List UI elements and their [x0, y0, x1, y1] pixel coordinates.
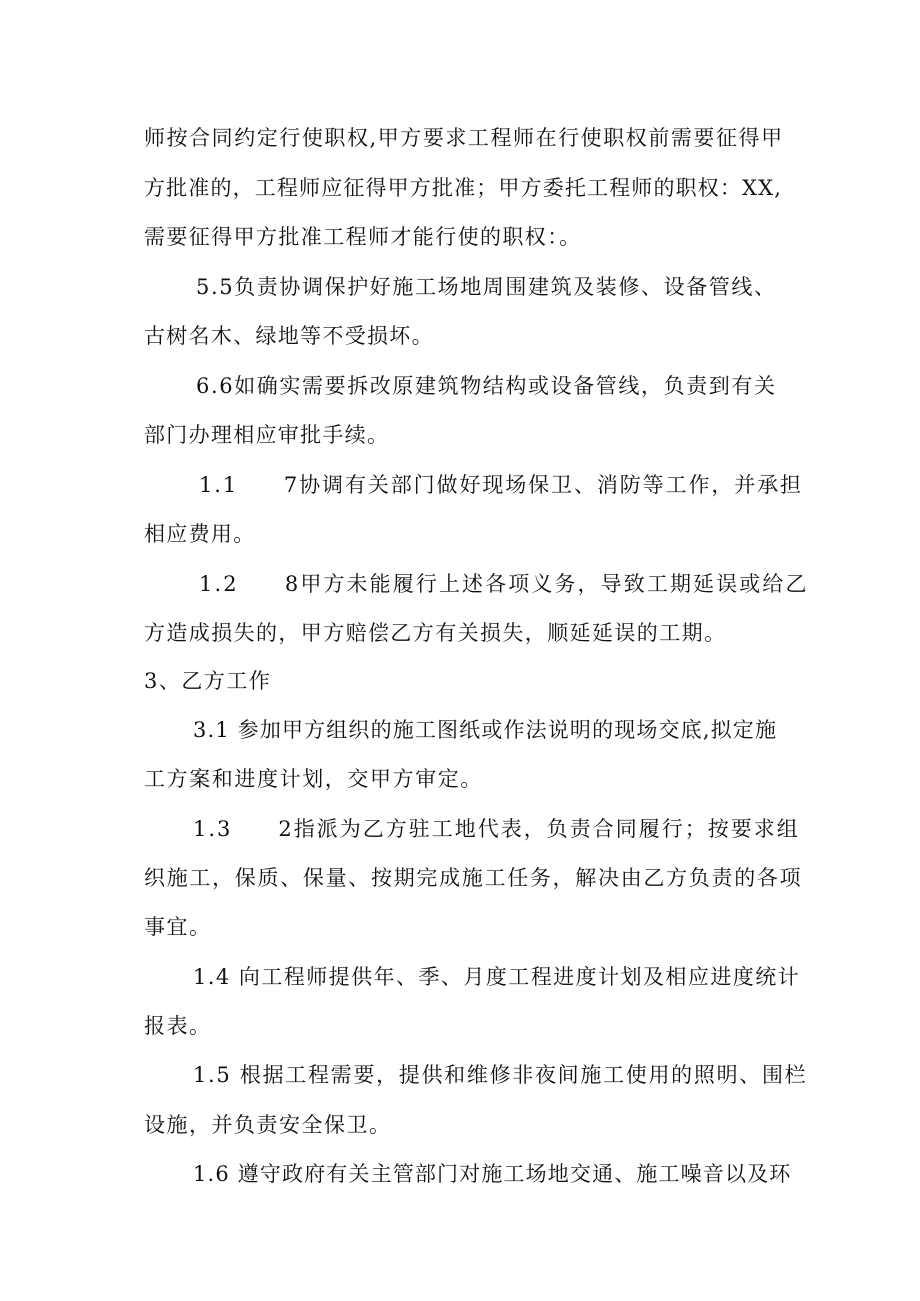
text-line: 6.6如确实需要拆改原建筑物结构或设备管线，负责到有关	[196, 374, 777, 398]
text-line: 方批准的，工程师应征得甲方批准；甲方委托工程师的职权：XX,	[144, 176, 783, 200]
text-line: 相应费用。	[144, 522, 256, 546]
text-line: 师按合同约定行使职权,甲方要求工程师在行使职权前需要征得甲	[144, 126, 784, 150]
text-line: 工方案和进度计划，交甲方审定。	[144, 767, 483, 791]
text-line: 1.3 2指派为乙方驻工地代表，负责合同履行；按要求组	[193, 817, 800, 841]
text-line: 5.5负责协调保护好施工场地周围建筑及装修、设备管线、	[196, 275, 777, 299]
text-line: 1.4 向工程师提供年、季、月度工程进度计划及相应进度统计	[193, 965, 801, 989]
text-line: 设施，并负责安全保卫。	[144, 1113, 392, 1137]
text-line: 1.1 7协调有关部门做好现场保卫、消防等工作，并承担	[199, 473, 803, 497]
section-heading: 3、乙方工作	[144, 669, 272, 693]
text-line: 事宜。	[144, 915, 212, 939]
text-line: 1.2 8甲方未能履行上述各项义务，导致工期延误或给乙	[199, 572, 809, 596]
text-line: 古树名木、绿地等不受损坏。	[144, 324, 434, 348]
text-line: 报表。	[144, 1014, 212, 1038]
text-line: 1.6 遵守政府有关主管部门对施工场地交通、施工噪音以及环	[193, 1162, 792, 1186]
text-line: 1.5 根据工程需要，提供和维修非夜间施工使用的照明、围栏	[193, 1063, 808, 1087]
text-line: 方造成损失的，甲方赔偿乙方有关损失，顺延延误的工期。	[144, 621, 727, 645]
text-line: 部门办理相应审批手续。	[144, 423, 390, 447]
text-line: 织施工，保质、保量、按期完成施工任务，解决由乙方负责的各项	[144, 866, 803, 890]
text-line: 3.1 参加甲方组织的施工图纸或作法说明的现场交底,拟定施	[193, 718, 778, 742]
text-line: 需要征得甲方批准工程师才能行使的职权：。	[144, 225, 582, 249]
